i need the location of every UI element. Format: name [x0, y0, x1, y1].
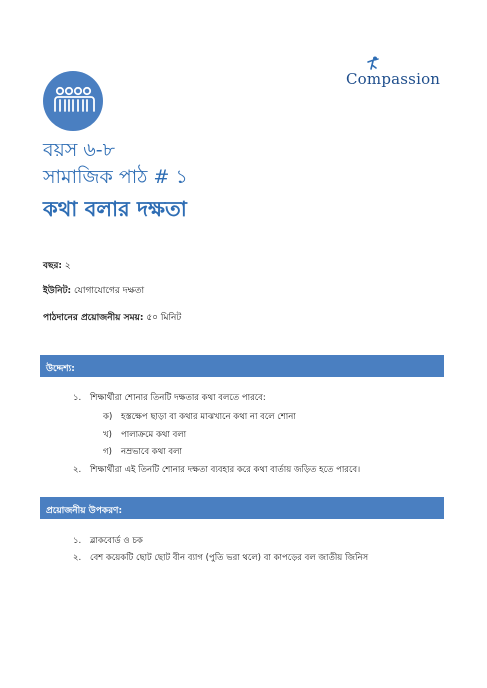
age-group-badge: [43, 71, 103, 131]
unit-label: ইউনিট:: [43, 286, 72, 296]
year-line: [43, 258, 71, 273]
material-item: ব্লাকবোর্ড ও চক: [90, 536, 143, 546]
year-value: ২: [64, 261, 71, 271]
page-title: কথা বলার দক্ষতা: [43, 197, 187, 221]
lesson-number: সামাজিক পাঠ # ১: [43, 166, 188, 188]
unit-value: যোগাযোগের দক্ষতা: [74, 286, 145, 296]
children-group-icon: [43, 71, 103, 131]
age-range: বয়স ৬-৮: [43, 139, 115, 161]
objective-item: শিক্ষার্থীরা শোনার তিনটি দক্ষতার কথা বলতে পারবে:: [90, 393, 266, 403]
time-value: ৫০ মিনিট: [146, 313, 182, 323]
subitem: নম্রভাবে কথা বলা: [121, 447, 182, 457]
compassion-logo: [346, 56, 446, 96]
materials-heading: প্রয়োজনীয় উপকরণ:: [40, 497, 444, 519]
subitem-letter: খ): [103, 430, 112, 440]
subitem-letter: গ): [103, 447, 112, 457]
objectives-heading: উদ্দেশ্য:: [40, 355, 444, 377]
subitem: পালাক্রমে কথা বলা: [121, 430, 187, 440]
material-number: ১.: [73, 536, 82, 546]
logo-wordmark: Compassion: [346, 70, 441, 88]
subitem-letter: ক): [103, 412, 113, 422]
compassion-figure-icon: [366, 56, 380, 70]
subitem: হস্তক্ষেপ ছাড়া বা কথার মাঝখানে কথা না বলে শোনা: [121, 412, 296, 422]
material-item: বেশ কয়েকটি ছোট ছোট বীন ব্যাগ (পুতি ভরা থলে) বা কাপড়ের বল জাতীয় জিনিস: [90, 553, 369, 563]
objective-number: ১.: [73, 393, 82, 403]
unit-line: [43, 283, 144, 298]
time-line: [43, 310, 181, 325]
year-label: বছর:: [43, 261, 63, 271]
objective-item: শিক্ষার্থীরা এই তিনটি শোনার দক্ষতা ব্যবহার করে কথা বার্তায় জড়িত হতে পারবে।: [90, 465, 361, 475]
objective-number: ২.: [73, 465, 82, 475]
material-number: ২.: [73, 553, 82, 563]
time-label: পাঠদানের প্রয়োজনীয় সময়:: [43, 313, 144, 323]
